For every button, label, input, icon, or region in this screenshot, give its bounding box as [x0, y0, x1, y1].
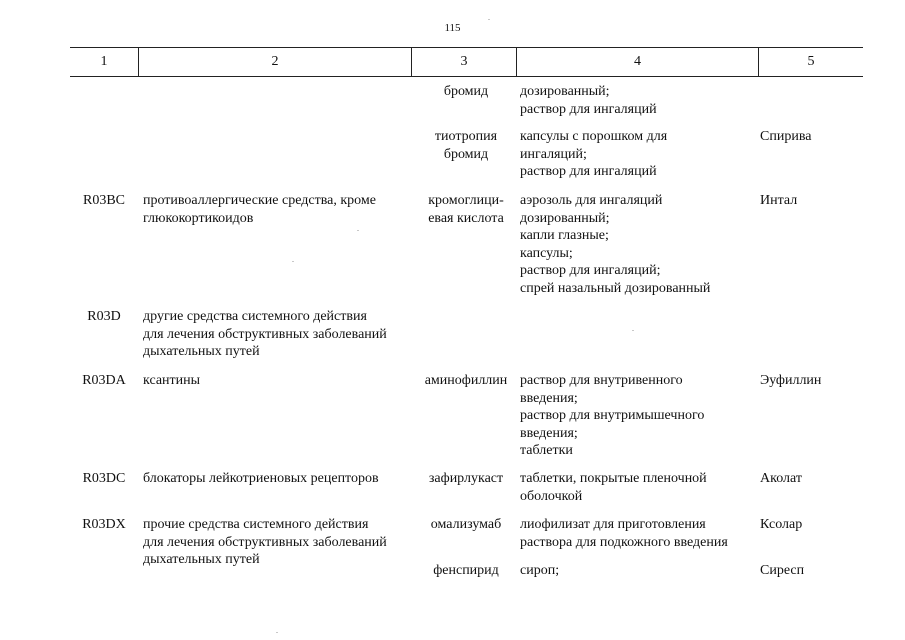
brand-name: Аколат — [760, 471, 802, 486]
brand-name: Ксолар — [760, 517, 803, 532]
scan-speck — [632, 330, 634, 331]
dosage-forms: таблетки, покрытые пленочной оболочкой — [520, 471, 707, 504]
scan-speck — [357, 230, 359, 231]
header-col-3: 3 — [460, 54, 468, 69]
dosage-forms: дозированный; раствор для ингаляций — [520, 84, 657, 117]
atc-code: R03DX — [82, 517, 126, 532]
atc-code: R03DA — [82, 373, 126, 388]
atc-code: R03BC — [82, 193, 125, 208]
drug-table — [70, 47, 863, 578]
brand-name: Сиресп — [760, 563, 805, 578]
drug-group: другие средства системного действия для лечения обструктивных заболеваний дыхательных путей — [143, 309, 387, 359]
header-col-2: 2 — [271, 54, 279, 69]
substance-name: аминофиллин — [424, 373, 508, 388]
dosage-forms: аэрозоль для ингаляций дозированный; капли глазные; капсулы; раствор для ингаляций; спрей назальный дозированный — [520, 193, 711, 296]
dosage-forms: раствор для внутривенного введения; раствор для внутримышечного введения; таблетки — [520, 373, 705, 458]
drug-group: блокаторы лейкотриеновых рецепторов — [143, 471, 379, 486]
substance-name: зафирлукаст — [428, 471, 504, 486]
substance-name: тиотропия бромид — [434, 129, 498, 162]
scan-speck — [276, 632, 278, 633]
header-col-4: 4 — [634, 54, 641, 69]
header-col-1: 1 — [100, 54, 108, 69]
brand-name: Спирива — [760, 129, 812, 144]
substance-name: фенспирид — [433, 563, 499, 578]
drug-group: противоаллергические средства, кроме глюкокортикоидов — [143, 193, 376, 226]
page-number: 115 — [444, 22, 461, 34]
substance-name: кромоглици- евая кислота — [428, 193, 504, 226]
dosage-forms: сироп; — [520, 563, 560, 578]
dosage-forms: капсулы с порошком для ингаляций; раствор для ингаляций — [520, 129, 668, 179]
atc-code: R03DC — [82, 471, 126, 486]
drug-group: ксантины — [143, 373, 201, 388]
drug-group: прочие средства системного действия для лечения обструктивных заболеваний дыхательных путей — [143, 517, 387, 567]
table-header — [70, 47, 863, 77]
substance-name: бромид — [443, 84, 489, 99]
scan-speck — [488, 19, 490, 20]
substance-name: омализумаб — [430, 517, 502, 532]
brand-name: Интал — [760, 193, 798, 208]
brand-name: Эуфиллин — [760, 373, 822, 388]
scan-speck — [292, 261, 294, 262]
header-col-5: 5 — [807, 54, 815, 69]
atc-code: R03D — [87, 309, 121, 324]
dosage-forms: лиофилизат для приготовления раствора для подкожного введения — [520, 517, 728, 550]
